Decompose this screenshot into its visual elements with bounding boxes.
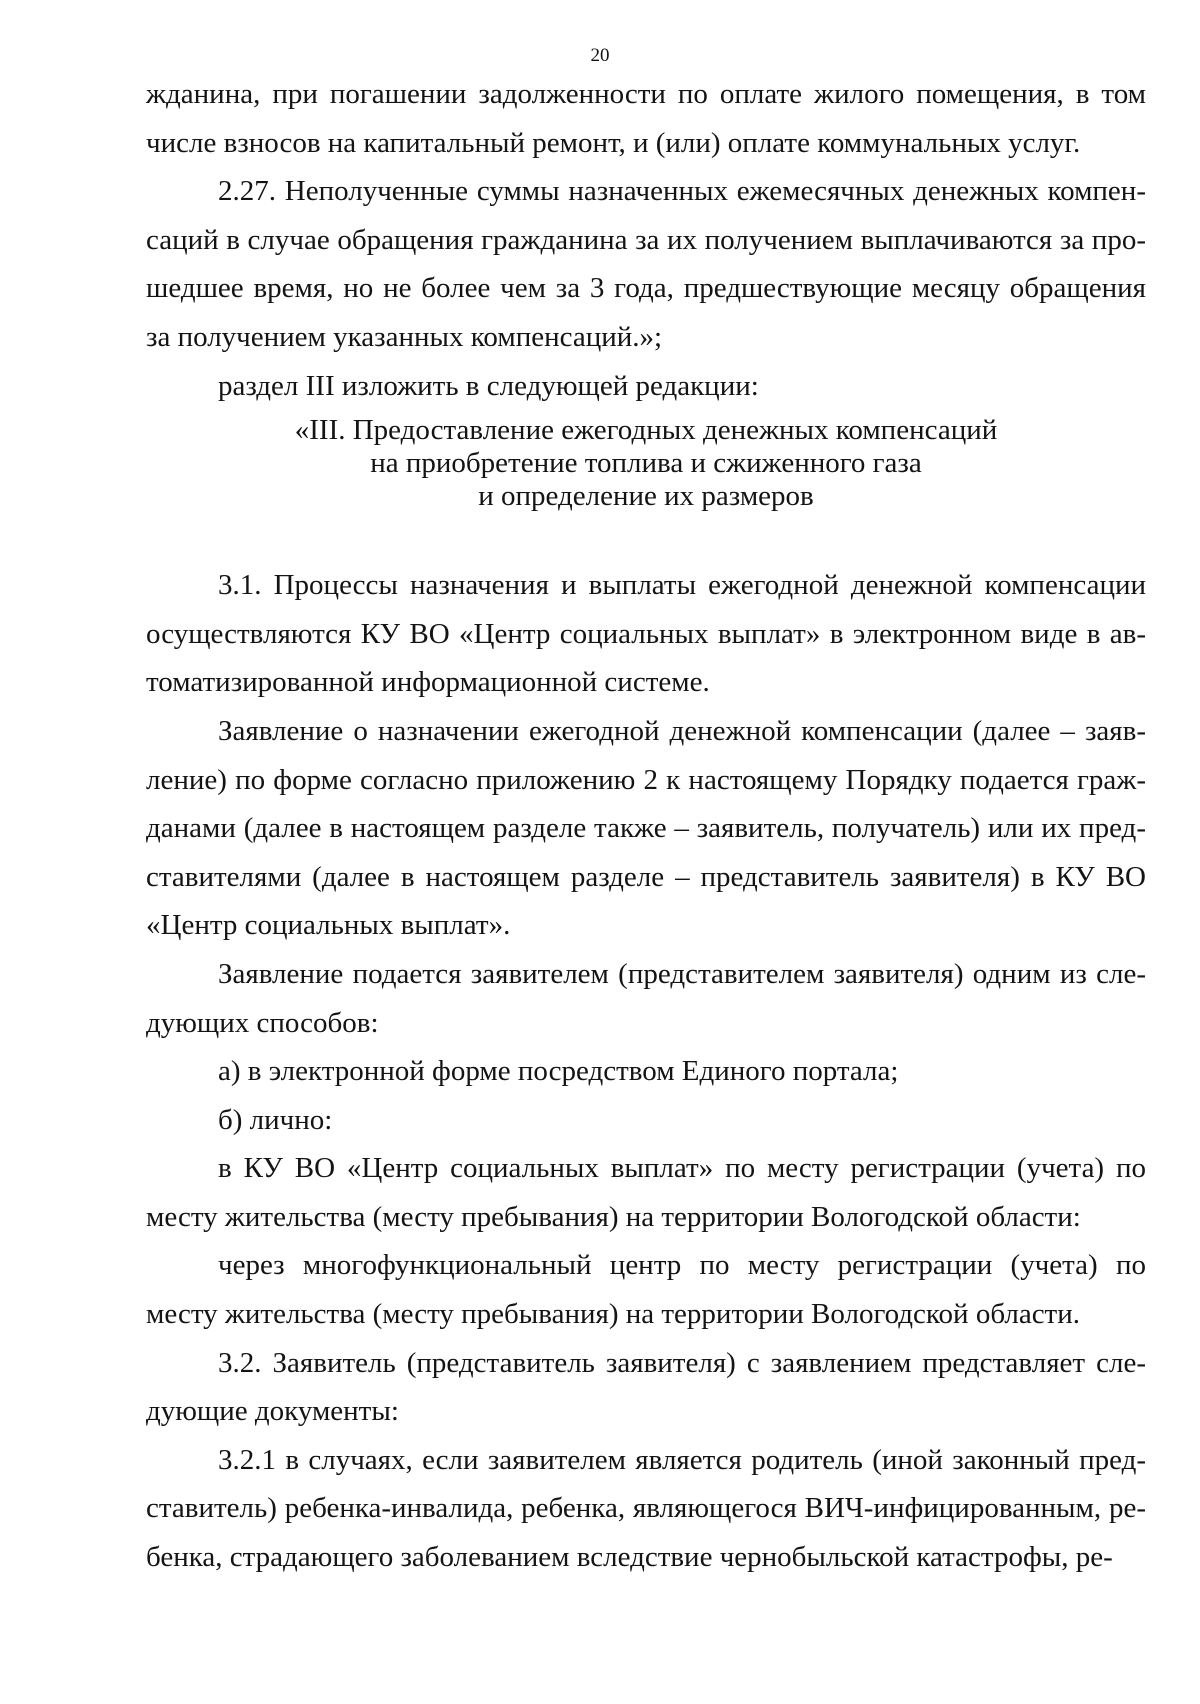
paragraph-in-person-center: в КУ ВО «Центр социальных выплат» по месту регистрации (учета) по месту жительства (месту пребывания) на территории Вологодской области: [146, 1152, 1146, 1233]
paragraph-3-2: 3.2. Заявитель (представитель заявителя) с заявлением представляет следующие документы: [146, 1346, 1146, 1428]
paragraph-3-2-1: 3.2.1 в случаях, если заявителем является родитель (иной законный представитель) ребенка-инвалида, ребенка, являющегося ВИЧ-инфицированным, ребенка, страдающего заболеванием вследствие чернобыльской катастрофы, ре- [146, 1443, 1146, 1574]
paragraph-3-1: 3.1. Процессы назначения и выплаты ежегодной денежной компенсации осуществляются КУ ВО «Центр социальных выплат» в электронном виде в автоматизированной информационной системе. [146, 569, 1146, 699]
paragraph-2-27: 2.27. Неполученные суммы назначенных ежемесячных денежных компенсаций в случае обращения гражданина за их получением выплачиваются за прошедшее время, но не более чем за 3 года, предшествующие месяцу обращения за получением указанных компенсаций.»; [146, 175, 1146, 353]
list-item-a: а) в электронной форме посредством Единого портала; [218, 1055, 899, 1088]
section-heading-line-2: на приобретение топлива и сжиженного газа [370, 447, 922, 480]
document-body [146, 70, 1146, 1582]
section-heading [146, 414, 1146, 513]
paragraph-submission-methods: Заявление подается заявителем (представителем заявителя) одним из следующих способов: [146, 957, 1146, 1039]
section-heading-line-1: «III. Предоставление ежегодных денежных компенсаций [294, 414, 998, 447]
page-number: 20 [590, 45, 610, 66]
paragraph-section-amendment: раздел III изложить в следующей редакции: [218, 369, 759, 402]
paragraph-continuation: жданина, при погашении задолженности по оплате жилого помещения, в том числе взносов на капитальный ремонт, и (или) оплате коммунальных услуг. [146, 78, 1146, 159]
section-heading-line-3: и определение их размеров [478, 480, 814, 513]
paragraph-application: Заявление о назначении ежегодной денежной компенсации (далее – заявление) по форме согласно приложению 2 к настоящему Порядку подается гражданами (далее в настоящем разделе также – заявитель, получатель) или их представителями (далее в настоящем разделе – представитель заявителя) в КУ ВО «Центр социальных выплат». [146, 714, 1146, 942]
list-item-b: б) лично: [218, 1103, 333, 1136]
paragraph-mfc: через многофункциональный центр по месту регистрации (учета) по месту жительства (месту пребывания) на территории Вологодской области. [146, 1249, 1146, 1331]
